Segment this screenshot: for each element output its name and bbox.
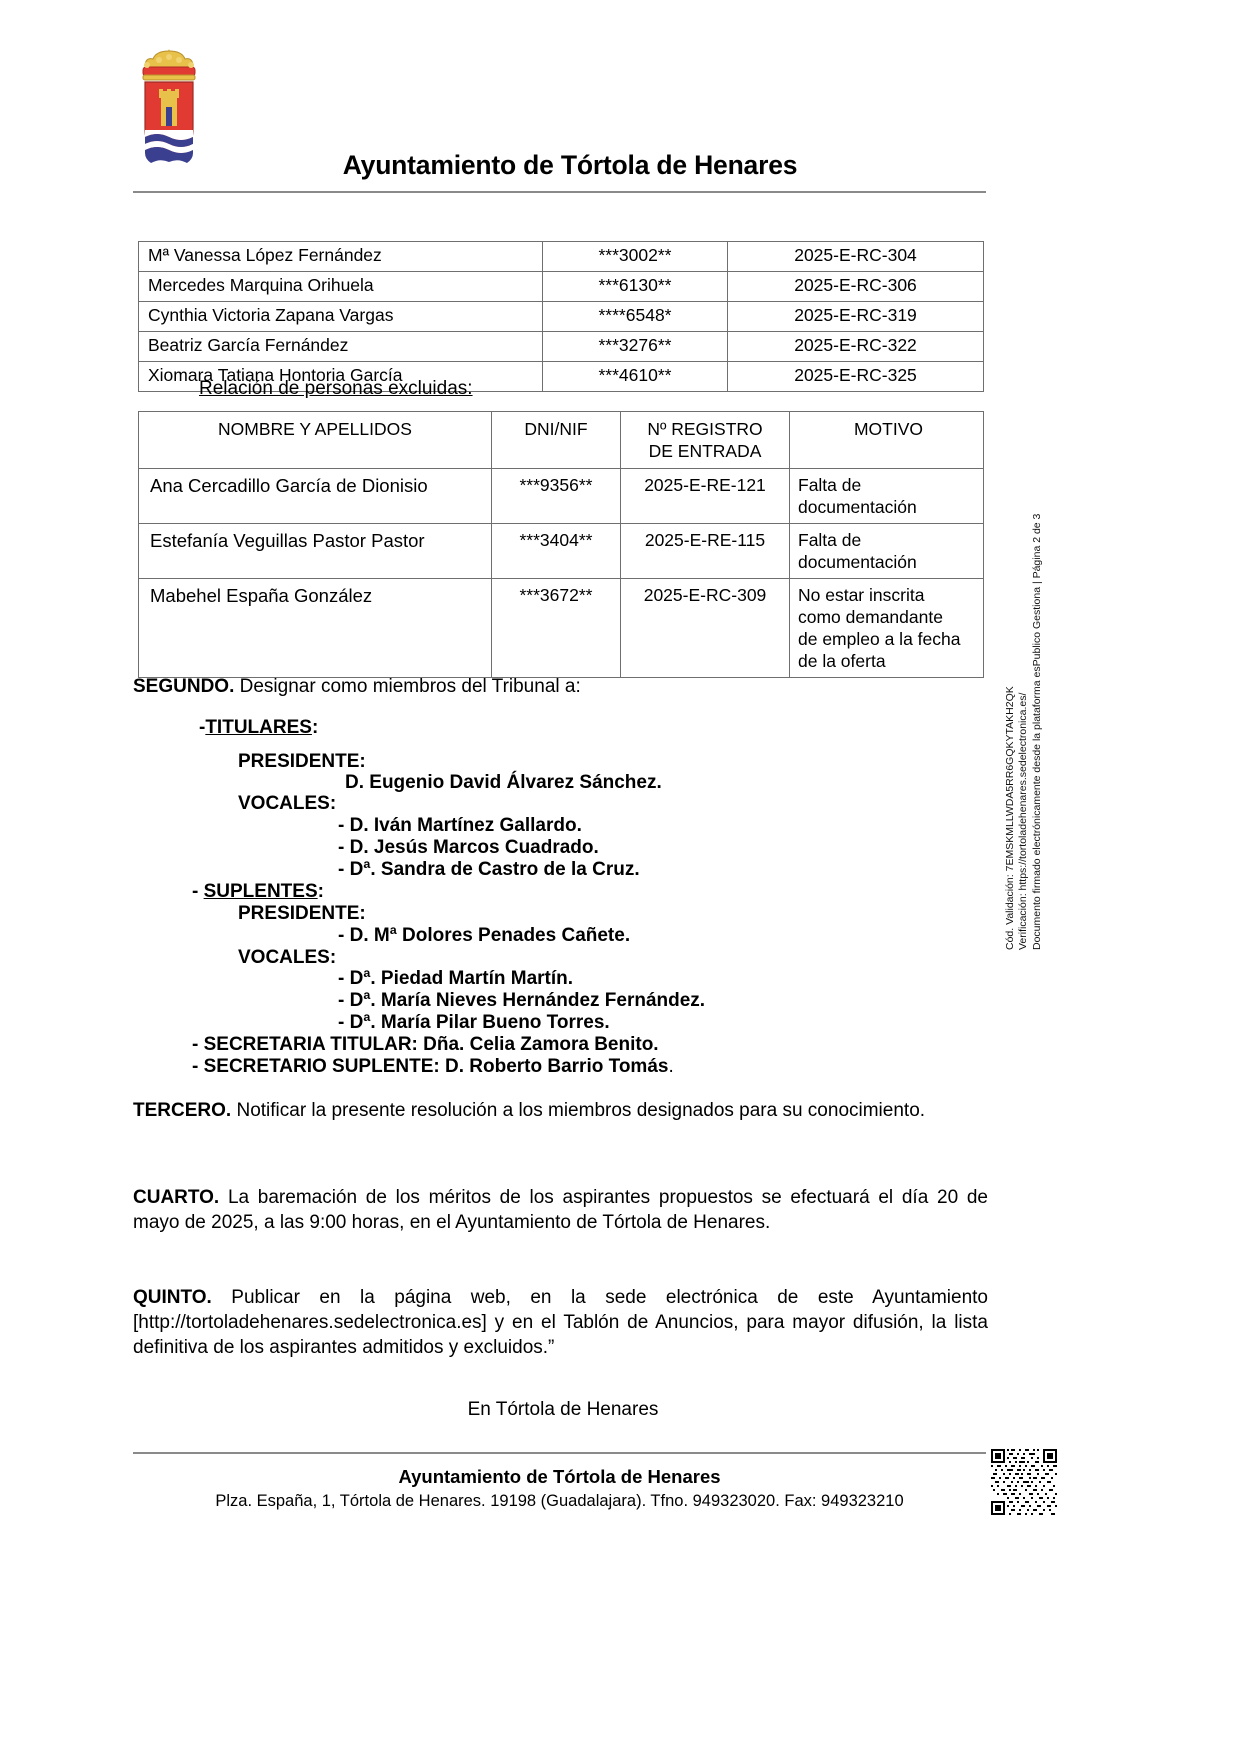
table-row	[139, 469, 984, 524]
excluded-motivo	[790, 524, 984, 579]
excluded-motivo	[790, 469, 984, 524]
admitted-name: Beatriz García Fernández	[139, 332, 543, 362]
vocal-titular-item: - D. Iván Martínez Gallardo.	[338, 815, 582, 836]
admitted-dni: ***3276**	[543, 332, 728, 362]
paragraph-quinto	[133, 1285, 988, 1360]
footer-address: Plza. España, 1, Tórtola de Henares. 19198 (Guadalajara). Tfno. 949323020. Fax: 949323210	[215, 1492, 904, 1510]
coat-of-arms-icon	[133, 45, 205, 165]
excluded-name: Estefanía Veguillas Pastor Pastor	[139, 524, 492, 579]
excluded-reg: 2025-E-RE-121	[621, 469, 790, 524]
quinto-label: QUINTO.	[133, 1287, 212, 1308]
titulares-prefix: -	[199, 717, 206, 738]
paragraph-tercero	[133, 1098, 988, 1123]
motivo-line: como demandante	[798, 607, 943, 628]
excluded-reg: 2025-E-RE-115	[621, 524, 790, 579]
cuarto-text: La baremación de los méritos de los aspirantes propuestos se efectuará el día 20 de mayo de 2025, a las 9:00 horas, en el Ayuntamiento de Tórtola de Henares.	[133, 1187, 988, 1234]
suplentes-suffix: :	[317, 881, 324, 902]
admitted-dni: ****6548*	[543, 302, 728, 332]
page-title: Ayuntamiento de Tórtola de Henares	[342, 150, 798, 180]
table-row	[139, 242, 984, 272]
secretario-suplente-text: - SECRETARIO SUPLENTE: D. Roberto Barrio Tomás	[192, 1056, 669, 1077]
motivo-line: Falta de	[798, 530, 862, 551]
validation-notice: Documento firmado electrónicamente desde la plataforma esPublico Gestiona | Página 2 de 3	[1030, 513, 1043, 950]
excluded-dni: ***3404**	[492, 524, 621, 579]
admitted-reg: 2025-E-RC-304	[728, 242, 984, 272]
secretaria-titular: - SECRETARIA TITULAR: Dña. Celia Zamora Benito.	[192, 1034, 659, 1055]
motivo-line: documentación	[798, 552, 917, 573]
closing-line: En Tórtola de Henares	[467, 1399, 659, 1420]
secretario-suplente-period: .	[668, 1056, 674, 1077]
vocal-titular-item: - D. Jesús Marcos Cuadrado.	[338, 837, 599, 858]
col-header-registro-line1: Nº REGISTRO	[647, 419, 763, 439]
footer-divider	[133, 1452, 986, 1454]
segundo-text: Designar como miembros del Tribunal a:	[234, 676, 581, 697]
excluded-heading-text: Relación de personas excluidas:	[199, 378, 473, 399]
suplentes-label-text: SUPLENTES	[203, 881, 318, 902]
excluded-name: Ana Cercadillo García de Dionisio	[139, 469, 492, 524]
tercero-text: Notificar la presente resolución a los miembros designados para su conocimiento.	[231, 1100, 926, 1121]
motivo-line: de empleo a la fecha	[798, 629, 961, 650]
col-header-registro	[621, 412, 790, 469]
admitted-name: Xiomara Tatiana Hontoria García	[139, 362, 543, 392]
validation-url: Verificación: https://tortoladehenares.sedelectronica.es/	[1017, 692, 1030, 950]
col-header-registro-line2: DE ENTRADA	[648, 441, 762, 462]
col-header-dni: DNI/NIF	[492, 412, 621, 469]
vocal-titular-item: - Dª. Sandra de Castro de la Cruz.	[338, 859, 640, 880]
vocales-suplentes-label: VOCALES:	[238, 947, 337, 968]
admitted-reg: 2025-E-RC-319	[728, 302, 984, 332]
titulares-heading	[199, 715, 318, 740]
quinto-text: Publicar en la página web, en la sede electrónica de este Ayuntamiento [http://tortoladehenares.sedelectronica.es] y en el Tablón de Anuncios, para mayor difusión, la lista definitiva de los aspirantes admitidos y excluidos.”	[133, 1287, 988, 1359]
admitted-name: Mª Vanessa López Fernández	[139, 242, 543, 272]
col-header-name: NOMBRE Y APELLIDOS	[139, 412, 492, 469]
excluded-dni: ***3672**	[492, 579, 621, 678]
vocales-titulares-label: VOCALES:	[238, 793, 337, 814]
header-divider	[133, 191, 986, 193]
presidente-suplente-label: PRESIDENTE:	[238, 903, 366, 924]
admitted-dni: ***6130**	[543, 272, 728, 302]
motivo-line: Falta de	[798, 475, 862, 496]
excluded-dni: ***9356**	[492, 469, 621, 524]
admitted-reg: 2025-E-RC-322	[728, 332, 984, 362]
suplentes-prefix: -	[192, 881, 204, 902]
titulares-label-text: TITULARES	[205, 717, 312, 738]
admitted-reg: 2025-E-RC-325	[728, 362, 984, 392]
table-row	[139, 332, 984, 362]
motivo-line: de la oferta	[798, 651, 886, 672]
presidente-titular-name: D. Eugenio David Álvarez Sánchez.	[345, 772, 662, 793]
paragraph-segundo	[133, 674, 993, 699]
titulares-suffix: :	[311, 717, 319, 738]
secretario-suplente	[192, 1056, 674, 1078]
presidente-suplente-name: - D. Mª Dolores Penades Cañete.	[338, 925, 631, 946]
admitted-persons-table	[138, 241, 984, 392]
paragraph-cuarto	[133, 1185, 988, 1235]
segundo-label: SEGUNDO.	[133, 676, 235, 697]
motivo-line: documentación	[798, 497, 917, 518]
suplentes-heading	[192, 881, 324, 903]
presidente-titular-label: PRESIDENTE:	[238, 751, 366, 772]
vocal-suplente-item: - Dª. Piedad Martín Martín.	[338, 968, 574, 989]
admitted-reg: 2025-E-RC-306	[728, 272, 984, 302]
admitted-name: Cynthia Victoria Zapana Vargas	[139, 302, 543, 332]
excluded-persons-table	[138, 411, 984, 678]
validation-sidebar	[1004, 513, 1056, 950]
table-row	[139, 302, 984, 332]
vocal-suplente-item: - Dª. María Nieves Hernández Fernández.	[338, 990, 706, 1011]
vocal-suplente-item: - Dª. María Pilar Bueno Torres.	[338, 1012, 610, 1033]
table-header-row	[139, 412, 984, 469]
cuarto-label: CUARTO.	[133, 1187, 220, 1208]
table-row	[139, 579, 984, 678]
validation-code: Cód. Validación: 7EMSKMLLWDA5RR6GQKYTAKH2QK	[1004, 686, 1016, 950]
tercero-label: TERCERO.	[133, 1100, 232, 1121]
document-header	[0, 0, 1241, 212]
admitted-dni: ***4610**	[543, 362, 728, 392]
col-header-motivo: MOTIVO	[790, 412, 984, 469]
excluded-section-heading	[199, 378, 473, 400]
excluded-reg: 2025-E-RC-309	[621, 579, 790, 678]
footer-title: Ayuntamiento de Tórtola de Henares	[398, 1466, 721, 1487]
excluded-motivo	[790, 579, 984, 678]
excluded-name: Mabehel España González	[139, 579, 492, 678]
table-row	[139, 272, 984, 302]
admitted-name: Mercedes Marquina Orihuela	[139, 272, 543, 302]
admitted-dni: ***3002**	[543, 242, 728, 272]
motivo-line: No estar inscrita	[798, 585, 925, 606]
table-row	[139, 524, 984, 579]
